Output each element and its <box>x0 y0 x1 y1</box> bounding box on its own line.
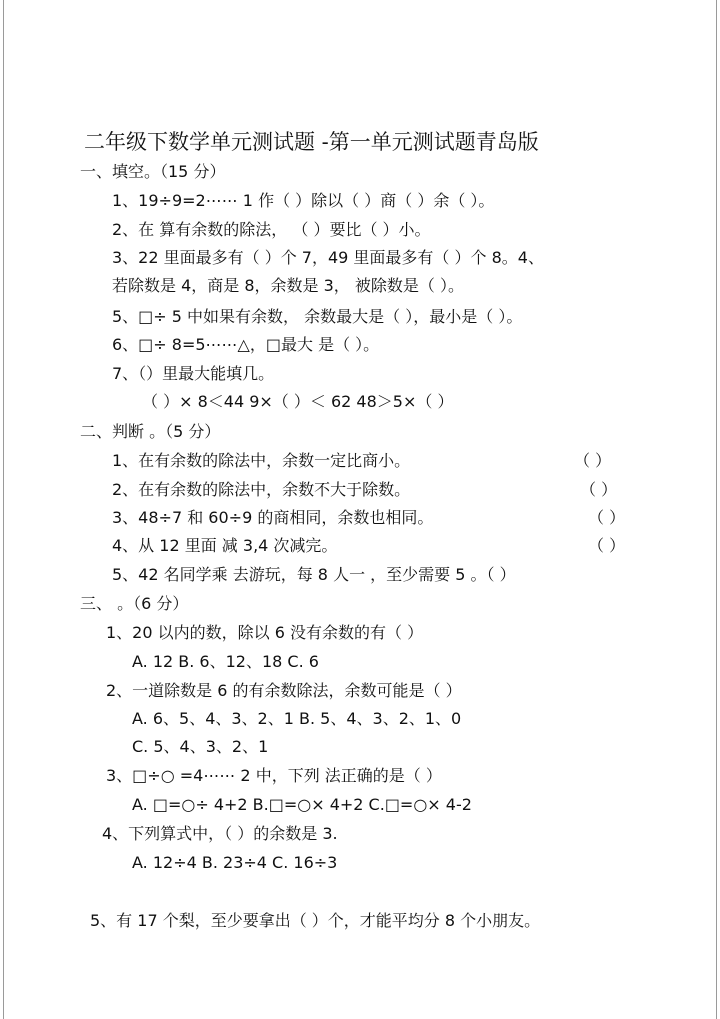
page-title: 二年级下数学单元测试题 -第一单元测试题青岛版 <box>84 130 539 154</box>
answer-blank: （ ） <box>574 451 612 470</box>
question-line: 3、□÷○ =4⋯⋯ 2 中，下列 法正确的是（ ） <box>106 766 442 785</box>
question-line: 若除数是 4，商是 8，余数是 3， 被除数是（ ）。 <box>112 276 464 295</box>
question-line: 1、20 以内的数，除以 6 没有余数的有（ ） <box>106 623 424 642</box>
question-line: （ ）× 8＜44 9×（ ）＜ 62 48＞5×（ ） <box>142 392 454 411</box>
question-line: 1、在有余数的除法中，余数一定比商小。 <box>112 451 411 470</box>
question-line: 5、□÷ 5 中如果有余数， 余数最大是（ ），最小是（ ）。 <box>112 307 523 326</box>
question-line: 2、在 算有余数的除法， （ ）要比（ ）小。 <box>112 220 431 239</box>
answer-blank: （ ） <box>588 508 626 527</box>
question-line: 6、□÷ 8=5⋯⋯△，□最大 是（ ）。 <box>112 335 380 354</box>
choice-options: C. 5、4、3、2、1 <box>132 737 269 756</box>
choice-options: A. □=○÷ 4+2 B.□=○× 4+2 C.□=○× 4-2 <box>132 795 472 814</box>
section-heading-multiple-choice: 三、 。（6 分） <box>80 594 189 613</box>
question-line: 3、22 里面最多有（ ）个 7，49 里面最多有（ ）个 8。4、 <box>112 248 544 267</box>
question-line: 1、19÷9=2⋯⋯ 1 作（ ）除以（ ）商（ ）余（ ）。 <box>112 191 495 210</box>
answer-blank: （ ） <box>580 480 618 499</box>
question-line: 2、一道除数是 6 的有余数除法，余数可能是（ ） <box>106 681 462 700</box>
question-line: 4、下列算式中，（ ）的余数是 3. <box>102 824 338 843</box>
choice-options: A. 12 B. 6、12、18 C. 6 <box>132 652 319 671</box>
question-line: 4、从 12 里面 减 3,4 次减完。 <box>112 536 338 555</box>
choice-options: A. 12÷4 B. 23÷4 C. 16÷3 <box>132 853 338 872</box>
page-edge-right <box>716 0 717 1019</box>
question-line: 5、42 名同学乘 去游玩，每 8 人一 ，至少需要 5 。（ ） <box>112 565 516 584</box>
question-line: 2、在有余数的除法中，余数不大于除数。 <box>112 480 411 499</box>
page-edge-left <box>3 0 4 1019</box>
section-heading-true-false: 二、判断 。（5 分） <box>80 422 221 441</box>
question-line: 5、有 17 个梨，至少要拿出（ ）个，才能平均分 8 个小朋友。 <box>90 911 541 930</box>
choice-options: A. 6、5、4、3、2、1 B. 5、4、3、2、1、0 <box>132 709 462 728</box>
question-line: 7、（）里最大能填几。 <box>112 364 275 383</box>
question-line: 3、48÷7 和 60÷9 的商相同，余数也相同。 <box>112 508 434 527</box>
answer-blank: （ ） <box>588 536 626 555</box>
section-heading-fill-blank: 一、填空。（15 分） <box>80 162 226 181</box>
